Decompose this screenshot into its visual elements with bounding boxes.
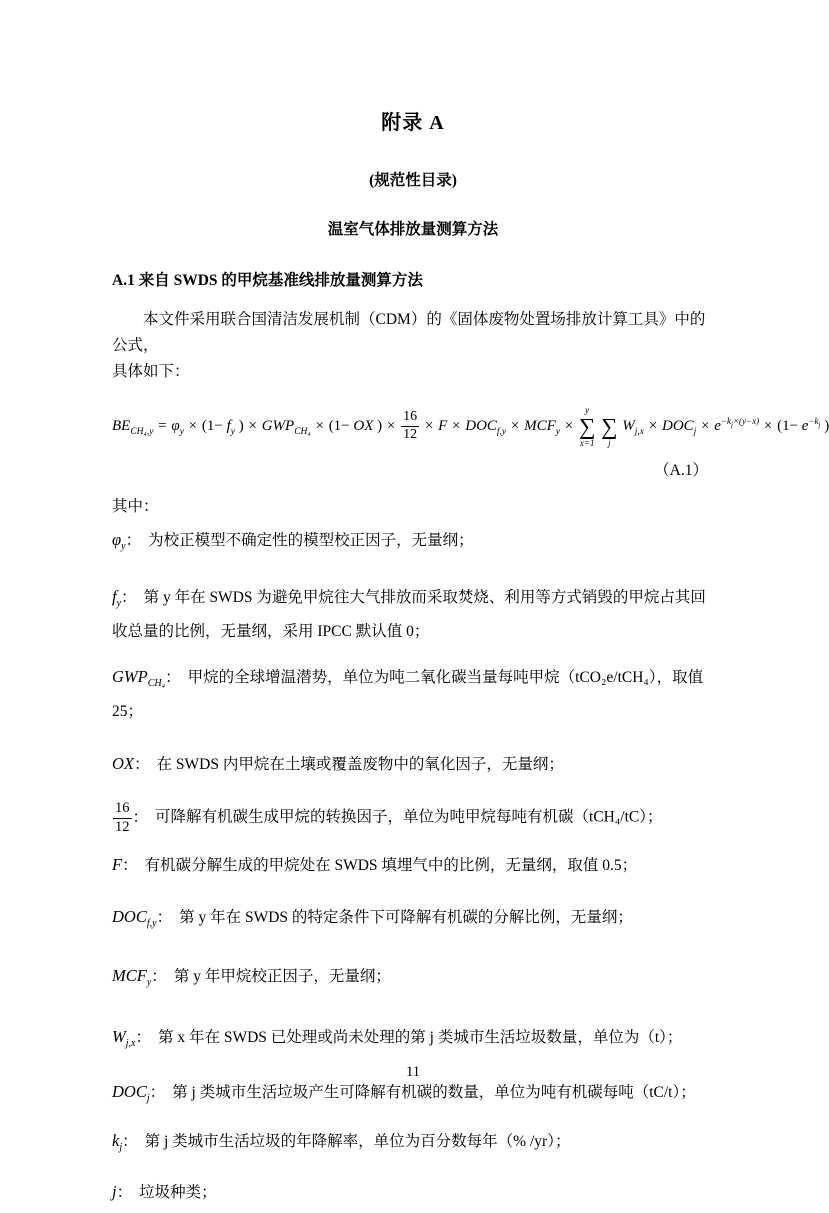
- term-mcf: $MCF_y$: [524, 417, 560, 437]
- definition-text: 可降解有机碳生成甲烷的转换因子，单位为吨甲烷每吨有机碳（tCH₄/tC）；: [155, 808, 663, 826]
- symbol-doc-j: $DOC_j$: [112, 1082, 150, 1105]
- term-f: $f_y$: [226, 417, 235, 437]
- times-sign: ×: [315, 417, 324, 434]
- summation-x: y ∑ x=1: [578, 405, 596, 448]
- term-phi: $\varphi_y$: [171, 417, 184, 437]
- symbol-phi-y: $\varphi_y$: [112, 530, 126, 553]
- times-sign: ×: [188, 417, 198, 434]
- intro-paragraph: [112, 307, 714, 385]
- term-exp-kj: $e^{-k_j}$: [801, 415, 821, 434]
- document-title: 温室气体排放量测算方法: [327, 221, 499, 238]
- definition-text: 为校正模型不确定性的模型校正因子，无量纲；: [148, 532, 474, 549]
- term-gwp: $GWP_{CH_4}$: [261, 417, 311, 437]
- definition-gwp-ch4: $GWP_{CH_4}$： 甲烷的全球增温潜势，单位为吨二氧化碳当量每吨甲烷（tCO₂e/tCH₄），取值 25；: [112, 667, 704, 721]
- times-sign: ×: [386, 417, 396, 434]
- definition-text: 第 j 类城市生活垃圾的年降解率，单位为百分数每年（% /yr）；: [144, 1133, 571, 1151]
- definition-text: 垃圾种类；: [139, 1184, 217, 1202]
- definition-text: 第 y 年在 SWDS 的特定条件下可降解有机碳的分解比例，无量纲；: [179, 908, 633, 926]
- term-doc-j: $DOC_j$: [661, 417, 697, 437]
- term-w: $W_{j,x}$: [622, 417, 645, 437]
- symbol-w-jx: $W_{j,x}$: [112, 1027, 136, 1050]
- appendix-subtitle: (规范性目录): [369, 172, 457, 189]
- equals-sign: =: [158, 417, 167, 434]
- definition-F: F： 有机碳分解生成的甲烷处在 SWDS 填埋气中的比例，无量纲，取值 0.5；: [112, 854, 638, 874]
- times-sign: ×: [763, 417, 773, 434]
- times-sign: ×: [452, 417, 461, 434]
- definition-doc-fy: $DOC_{f,y}$： 第 y 年在 SWDS 的特定条件下可降解有机碳的分解比例，无量纲；: [112, 906, 633, 929]
- times-sign: ×: [701, 417, 710, 434]
- definition-f-y: $f_y$： 第 y 年在 SWDS 为避免甲烷往大气排放而采取焚烧、利用等方式销毁的甲烷占其回收总量的比例，无量纲，采用 IPCC 默认值 0；: [112, 587, 706, 641]
- fraction-16-12: $\frac{16}{12}$: [403, 409, 418, 442]
- close-paren: ): [824, 417, 829, 434]
- symbol-F: F: [112, 854, 123, 874]
- times-sign: ×: [648, 417, 658, 434]
- definition-doc-j: $DOC_j$： 第 j 类城市生活垃圾产生可降解有机碳的数量，单位为吨有机碳每吨（tC/t）；: [112, 1082, 696, 1105]
- open-one-minus: (1−: [328, 417, 350, 434]
- definition-text: 第 j 类城市生活垃圾产生可降解有机碳的数量，单位为吨有机碳每吨（tC/t）；: [172, 1084, 696, 1102]
- equation-a1: [112, 405, 829, 448]
- open-one-minus: (1−: [777, 417, 799, 434]
- times-sign: ×: [510, 417, 520, 434]
- term-exp-decay: $e^{-k_j\times(y-x)}$: [714, 415, 760, 434]
- term-be: $BE_{CH_4,y}$: [112, 417, 154, 437]
- appendix-title: 附录 A: [381, 112, 445, 134]
- term-F: F: [438, 417, 448, 434]
- term-ox: OX: [353, 417, 374, 434]
- close-paren: ): [238, 417, 244, 434]
- definition-j: j： 垃圾种类；: [112, 1182, 217, 1202]
- definition-16-12: $\frac{16}{12}$ ： 可降解有机碳生成甲烷的转换因子，单位为吨甲烷每吨有机碳（tCH₄/tC）；: [115, 800, 663, 835]
- definition-text: 甲烷的全球增温潜势，单位为吨二氧化碳当量每吨甲烷（tCO₂e/tCH₄），取值 25；: [112, 669, 704, 721]
- times-sign: ×: [564, 417, 574, 434]
- intro-line-2: 具体如下：: [112, 363, 190, 380]
- symbol-mcf-y: $MCF_y$: [112, 966, 152, 989]
- definition-phi-y: $\varphi_y$： 为校正模型不确定性的模型校正因子，无量纲；: [112, 530, 474, 553]
- symbol-doc-fy: $DOC_{f,y}$: [112, 906, 157, 929]
- definition-text: 有机碳分解生成的甲烷处在 SWDS 填埋气中的比例，无量纲，取值 0.5；: [144, 856, 638, 874]
- definition-w-jx: $W_{j,x}$： 第 x 年在 SWDS 已处理或尚未处理的第 j 类城市生活垃圾数量，单位为（t）；: [112, 1027, 683, 1050]
- definition-k-j: $k_j$： 第 j 类城市生活垃圾的年降解率，单位为百分数每年（% /yr）；: [112, 1131, 571, 1154]
- page-number: 11: [406, 1064, 420, 1080]
- definition-text: 第 y 年甲烷校正因子，无量纲；: [173, 968, 391, 985]
- times-sign: ×: [248, 417, 257, 434]
- fraction-16-12-symbol: $\frac{16}{12}$: [115, 800, 130, 835]
- symbol-j: j: [112, 1182, 117, 1202]
- symbol-k-j: $k_j$: [112, 1131, 123, 1154]
- definition-text: 第 y 年在 SWDS 为避免甲烷往大气排放而采取焚烧、利用等方式销毁的甲烷占其回收总量的比例，无量纲，采用 IPCC 默认值 0；: [112, 589, 706, 641]
- definition-text: 在 SWDS 内甲烷在土壤或覆盖废物中的氧化因子，无量纲；: [156, 756, 564, 774]
- term-doc-fy: $DOC_{f,y}$: [465, 417, 507, 437]
- symbol-ox: OX: [112, 754, 134, 774]
- where-label: 其中：: [112, 498, 159, 515]
- definition-mcf-y: $MCF_y$： 第 y 年甲烷校正因子，无量纲；: [112, 966, 391, 989]
- definition-text: 第 x 年在 SWDS 已处理或尚未处理的第 j 类城市生活垃圾数量，单位为（t）；: [157, 1029, 683, 1047]
- symbol-gwp-ch4: $GWP_{CH_4}$: [112, 667, 166, 690]
- symbol-f-y: $f_y$: [112, 587, 122, 610]
- open-one-minus: (1−: [201, 417, 223, 434]
- intro-line-1: 本文件采用联合国清洁发展机制（CDM）的《固体废物处置场排放计算工具》中的公式，: [112, 311, 706, 354]
- definition-ox: OX： 在 SWDS 内甲烷在土壤或覆盖废物中的氧化因子，无量纲；: [112, 754, 564, 774]
- section-heading: A.1 来自 SWDS 的甲烷基准线排放量测算方法: [112, 272, 423, 289]
- times-sign: ×: [424, 417, 434, 434]
- summation-j: ∑ j: [601, 414, 618, 448]
- close-paren: ): [377, 417, 383, 434]
- equation-number: （A.1）: [654, 462, 708, 479]
